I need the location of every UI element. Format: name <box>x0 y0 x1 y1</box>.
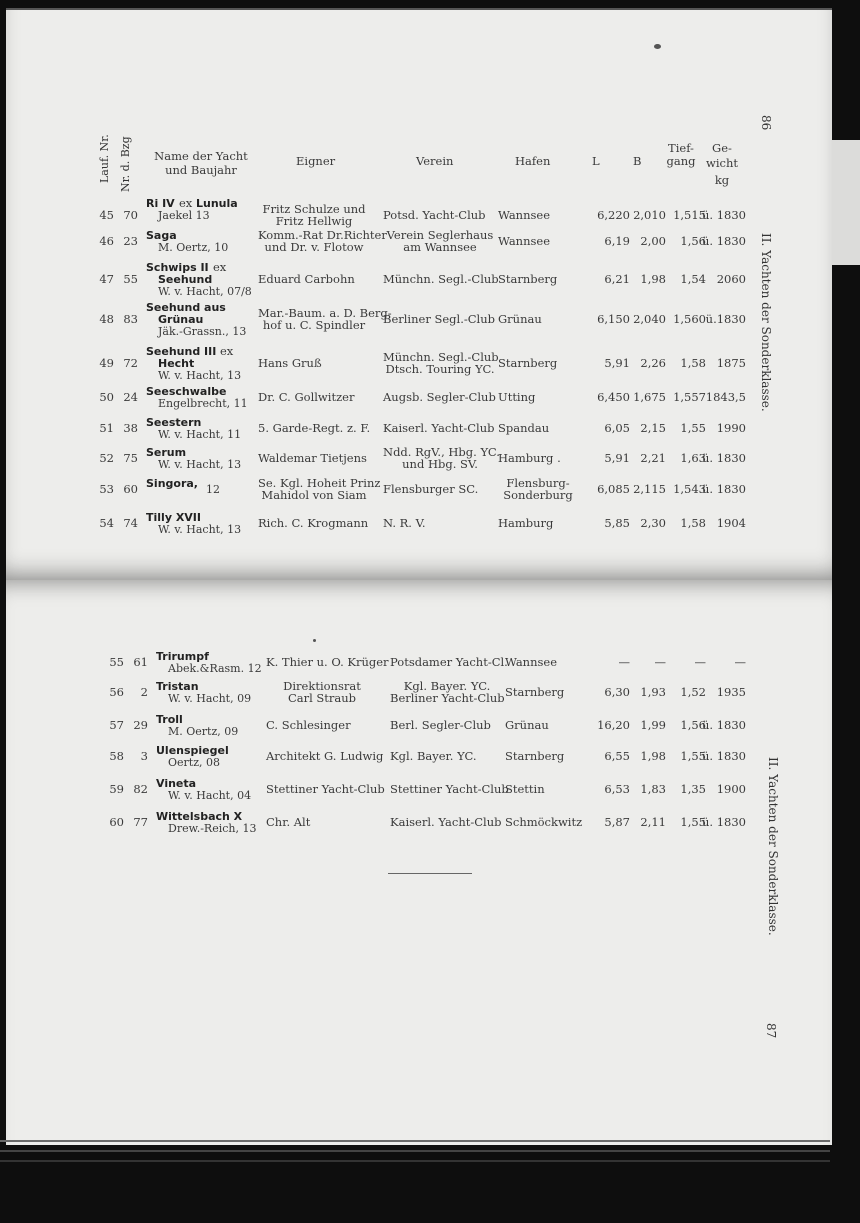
length-cell: 6,150 <box>597 312 630 326</box>
club: Berliner Segl.-Club <box>383 312 495 326</box>
lauf-nr-cell: 48 <box>99 312 114 326</box>
column-header-lauf-nr: Lauf. Nr. <box>98 134 111 183</box>
yacht-name: Tilly XVII <box>146 511 201 524</box>
lauf-nr-cell: 59 <box>109 782 124 796</box>
length-cell: 6,30 <box>604 685 630 699</box>
lauf-nr-cell: 57 <box>109 718 124 732</box>
club: Dtsch. Touring YC. <box>385 362 495 376</box>
draft-cell: 1,63 <box>680 451 706 465</box>
harbour: Starnberg <box>505 749 565 763</box>
beam-cell: 1,675 <box>633 390 666 404</box>
harbour: Grünau <box>498 312 542 326</box>
yacht-name: Grünau <box>158 313 204 326</box>
weight-cell: 1875 <box>716 356 746 370</box>
weight-cell: 1935 <box>716 685 746 699</box>
beam-cell: 1,99 <box>640 718 666 732</box>
column-header-l: L <box>592 154 600 168</box>
owner: Rich. C. Krogmann <box>258 516 369 530</box>
yacht-name: Ulenspiegel <box>156 744 229 757</box>
club: Kaiserl. Yacht-Club <box>383 421 495 435</box>
length-cell: 5,91 <box>604 356 630 370</box>
owner: Komm.-Rat Dr.Richter <box>258 228 387 242</box>
length-cell: 5,91 <box>604 451 630 465</box>
length-cell: 6,19 <box>604 234 630 248</box>
lauf-nr-cell: 56 <box>109 685 124 699</box>
length-cell: 6,085 <box>597 482 630 496</box>
lauf-nr-cell: 49 <box>99 356 114 370</box>
yacht-name: Seestern <box>146 416 202 429</box>
harbour: Flensburg- <box>506 476 570 490</box>
club: und Hbg. SV. <box>402 457 478 471</box>
yacht-name: Lunula <box>196 197 238 210</box>
harbour: Hamburg . <box>498 451 561 465</box>
length-cell: — <box>618 655 630 669</box>
draft-cell: 1,35 <box>680 782 706 796</box>
weight-cell: ü. 1830 <box>702 718 746 732</box>
beam-cell: 2,11 <box>640 815 666 829</box>
bzg-nr-cell: 61 <box>133 655 148 669</box>
draft-cell: 1,515 <box>673 208 706 222</box>
harbour: Wannsee <box>505 655 558 669</box>
owner: Carl Straub <box>287 691 357 705</box>
weight-cell: 1904 <box>716 516 746 530</box>
beam-cell: 2,26 <box>640 356 666 370</box>
weight-cell: ü. 1830 <box>702 749 746 763</box>
lauf-nr-cell: 53 <box>99 482 114 496</box>
bzg-nr-cell: 55 <box>123 272 138 286</box>
harbour: Starnberg <box>498 272 558 286</box>
column-header-name: und Baujahr <box>165 163 237 177</box>
length-cell: 6,21 <box>604 272 630 286</box>
ink-speck <box>654 44 661 49</box>
harbour: Utting <box>498 390 536 404</box>
builder-year: W. v. Hacht, 07/8 <box>158 285 252 298</box>
owner: K. Thier u. O. Krüger <box>266 655 389 669</box>
owner: Architekt G. Ludwig <box>266 749 384 763</box>
beam-cell: 1,98 <box>640 272 666 286</box>
column-header-tiefgang: gang <box>666 154 696 168</box>
bzg-nr-cell: 24 <box>123 390 138 404</box>
bzg-nr-cell: 83 <box>123 312 138 326</box>
owner: hof u. C. Spindler <box>262 318 366 332</box>
draft-cell: 1,560 <box>673 312 706 326</box>
bzg-nr-cell: 75 <box>123 451 138 465</box>
weight-cell: 2060 <box>716 272 746 286</box>
lauf-nr-cell: 45 <box>99 208 114 222</box>
lauf-nr-cell: 60 <box>109 815 124 829</box>
bzg-nr-cell: 82 <box>133 782 148 796</box>
harbour: Hamburg <box>498 516 554 530</box>
beam-cell: 2,15 <box>640 421 666 435</box>
club: Kgl. Bayer. YC. <box>390 749 477 763</box>
yacht-name: Ri IV <box>146 197 175 210</box>
bzg-nr-cell: 77 <box>133 815 148 829</box>
column-header-verein: Verein <box>416 154 454 168</box>
length-cell: 6,53 <box>604 782 630 796</box>
club: Potsdamer Yacht-Cl. <box>390 655 508 669</box>
lauf-nr-cell: 47 <box>99 272 114 286</box>
weight-cell: 1900 <box>716 782 746 796</box>
draft-cell: 1,56 <box>680 234 706 248</box>
owner: Waldemar Tietjens <box>258 451 367 465</box>
beam-cell: 2,21 <box>640 451 666 465</box>
weight-cell: — <box>734 655 746 669</box>
beam-cell: 2,040 <box>633 312 666 326</box>
yacht-name-ex: ex <box>179 196 193 210</box>
beam-cell: 2,00 <box>640 234 666 248</box>
length-cell: 6,55 <box>604 749 630 763</box>
club: Berliner Yacht-Club <box>390 691 505 705</box>
club: Flensburger SC. <box>383 482 479 496</box>
builder-year: Abek.&Rasm. 12 <box>168 662 262 675</box>
club: N. R. V. <box>383 516 426 530</box>
bzg-nr-cell: 60 <box>123 482 138 496</box>
yacht-name: Seehund III <box>146 345 217 358</box>
column-header-eigner: Eigner <box>296 154 336 168</box>
club: Augsb. Segler-Club <box>383 390 496 404</box>
club: Verein Seglerhaus <box>386 228 494 242</box>
end-rule <box>388 873 472 874</box>
lauf-nr-cell: 52 <box>99 451 114 465</box>
harbour: Grünau <box>505 718 549 732</box>
page-edge <box>0 1140 830 1142</box>
owner: Fritz Schulze und <box>262 202 366 216</box>
beam-cell: 2,30 <box>640 516 666 530</box>
weight-cell: 1843,5 <box>705 390 746 404</box>
yacht-name: Hecht <box>158 357 195 370</box>
harbour: Stettin <box>505 782 545 796</box>
bzg-nr-cell: 38 <box>123 421 138 435</box>
builder-year: W. v. Hacht, 13 <box>158 369 242 382</box>
bzg-nr-cell: 29 <box>133 718 148 732</box>
column-header-gewicht: Ge- <box>712 141 732 155</box>
club: am Wannsee <box>403 240 477 254</box>
yacht-name-ex: ex <box>220 344 234 358</box>
builder-year: Jaekel 13 <box>158 209 210 222</box>
yacht-name: Seehund aus <box>146 301 226 314</box>
owner: und Dr. v. Flotow <box>264 240 364 254</box>
owner: Fritz Hellwig <box>275 214 353 228</box>
owner: 5. Garde-Regt. z. F. <box>258 421 371 435</box>
draft-cell: 1,56 <box>680 718 706 732</box>
draft-cell: 1,58 <box>680 356 706 370</box>
column-header-gewicht: kg <box>714 173 730 187</box>
owner: Eduard Carbohn <box>258 272 355 286</box>
builder-year: M. Oertz, 09 <box>168 725 239 738</box>
yacht-name: Serum <box>146 446 187 459</box>
lauf-nr-cell: 54 <box>99 516 114 530</box>
yacht-name: Troll <box>156 713 183 726</box>
weight-cell: ü. 1830 <box>702 451 746 465</box>
yacht-name: Seehund <box>158 273 213 286</box>
yacht-name: Vineta <box>156 777 197 790</box>
yacht-name: Saga <box>146 229 177 242</box>
harbour: Wannsee <box>498 234 551 248</box>
length-cell: 5,87 <box>604 815 630 829</box>
lauf-nr-cell: 50 <box>99 390 114 404</box>
ink-speck <box>313 639 316 642</box>
weight-cell: 1990 <box>716 421 746 435</box>
draft-cell: 1,55 <box>680 421 706 435</box>
weight-cell: ü. 1830 <box>702 208 746 222</box>
builder-year: W. v. Hacht, 13 <box>158 523 242 536</box>
running-header: II. Yachten der Sonderklasse. <box>766 757 780 936</box>
lauf-nr-cell: 58 <box>109 749 124 763</box>
bzg-nr-cell: 2 <box>140 685 148 699</box>
draft-cell: 1,55 <box>680 749 706 763</box>
yacht-name: Tristan <box>156 680 199 693</box>
lauf-nr-cell: 46 <box>99 234 114 248</box>
club: Potsd. Yacht-Club <box>383 208 486 222</box>
beam-cell: 2,115 <box>633 482 666 496</box>
weight-cell: ü. 1830 <box>702 234 746 248</box>
harbour: Sonderburg <box>503 488 573 502</box>
owner: Chr. Alt <box>266 815 311 829</box>
beam-cell: 1,83 <box>640 782 666 796</box>
builder-year: W. v. Hacht, 04 <box>168 789 252 802</box>
owner: Se. Kgl. Hoheit Prinz <box>258 476 381 490</box>
beam-cell: — <box>654 655 666 669</box>
builder-year: W. v. Hacht, 13 <box>158 458 242 471</box>
bzg-nr-cell: 3 <box>140 749 148 763</box>
owner: Mar.-Baum. a. D. Berg- <box>258 306 392 320</box>
column-header-gewicht: wicht <box>706 156 738 170</box>
draft-cell: — <box>694 655 706 669</box>
yacht-name-ex: ex <box>213 260 227 274</box>
club: Berl. Segler-Club <box>390 718 491 732</box>
running-header: II. Yachten der Sonderklasse. <box>759 233 773 412</box>
weight-cell: ü.1830 <box>705 312 746 326</box>
beam-cell: 2,010 <box>633 208 666 222</box>
draft-cell: 1,543 <box>673 482 706 496</box>
lauf-nr-cell: 51 <box>99 421 114 435</box>
owner: Dr. C. Gollwitzer <box>258 390 355 404</box>
page-number: 86 <box>759 115 773 131</box>
draft-cell: 1,54 <box>680 272 706 286</box>
harbour: Starnberg <box>498 356 558 370</box>
owner: Hans Gruß <box>258 356 322 370</box>
length-cell: 16,20 <box>597 718 630 732</box>
bzg-nr-cell: 70 <box>123 208 138 222</box>
beam-cell: 1,93 <box>640 685 666 699</box>
draft-cell: 1,557 <box>673 390 706 404</box>
builder-year: Jäk.-Grassn., 13 <box>158 325 247 338</box>
column-header-tiefgang: Tief- <box>668 141 694 155</box>
club: Kgl. Bayer. YC. <box>403 679 491 693</box>
harbour: Schmöckwitz <box>505 815 583 829</box>
harbour: Starnberg <box>505 685 565 699</box>
bzg-nr-cell: 74 <box>123 516 138 530</box>
page-edge <box>0 1160 830 1162</box>
club: Münchn. Segl.-Club <box>383 350 499 364</box>
lauf-nr-cell: 55 <box>109 655 124 669</box>
yacht-name: Schwips II <box>146 261 209 274</box>
builder-year: W. v. Hacht, 11 <box>158 428 242 441</box>
owner: Mahidol von Siam <box>261 488 367 502</box>
club: Münchn. Segl.-Club <box>383 272 499 286</box>
page-number: 87 <box>764 1023 778 1039</box>
weight-cell: ü. 1830 <box>702 482 746 496</box>
builder-year: W. v. Hacht, 09 <box>168 692 252 705</box>
length-cell: 6,220 <box>597 208 630 222</box>
harbour: Spandau <box>498 421 550 435</box>
yacht-name: Trirumpf <box>156 650 209 663</box>
column-header-hafen: Hafen <box>515 154 551 168</box>
length-cell: 6,05 <box>604 421 630 435</box>
builder-year: M. Oertz, 10 <box>158 241 229 254</box>
builder-year: Drew.-Reich, 13 <box>168 822 257 835</box>
draft-cell: 1,52 <box>680 685 706 699</box>
page-edge <box>0 1150 830 1152</box>
club: Stettiner Yacht-Club <box>390 782 509 796</box>
owner: C. Schlesinger <box>266 718 351 732</box>
owner: Direktionsrat <box>283 679 361 693</box>
bzg-nr-cell: 72 <box>123 356 138 370</box>
owner: Stettiner Yacht-Club <box>266 782 385 796</box>
column-header-nr-bzg: Nr. d. Bzg <box>119 136 132 192</box>
club: Kaiserl. Yacht-Club <box>390 815 502 829</box>
bzg-nr-cell: 23 <box>123 234 138 248</box>
builder-year: Engelbrecht, 11 <box>158 397 248 410</box>
length-cell: 6,450 <box>597 390 630 404</box>
harbour: Wannsee <box>498 208 551 222</box>
page-tab <box>832 140 860 265</box>
club: Ndd. RgV., Hbg. YC. <box>383 445 500 459</box>
beam-cell: 1,98 <box>640 749 666 763</box>
weight-cell: ü. 1830 <box>702 815 746 829</box>
yacht-name: Seeschwalbe <box>146 385 227 398</box>
yacht-name: Wittelsbach X <box>156 810 243 823</box>
column-header-b: B <box>633 154 642 168</box>
builder-year: 12 <box>206 483 220 496</box>
column-header-name: Name der Yacht <box>154 149 248 163</box>
draft-cell: 1,58 <box>680 516 706 530</box>
draft-cell: 1,55 <box>680 815 706 829</box>
yacht-name: Singora, <box>146 477 198 490</box>
length-cell: 5,85 <box>604 516 630 530</box>
builder-year: Oertz, 08 <box>168 756 220 769</box>
